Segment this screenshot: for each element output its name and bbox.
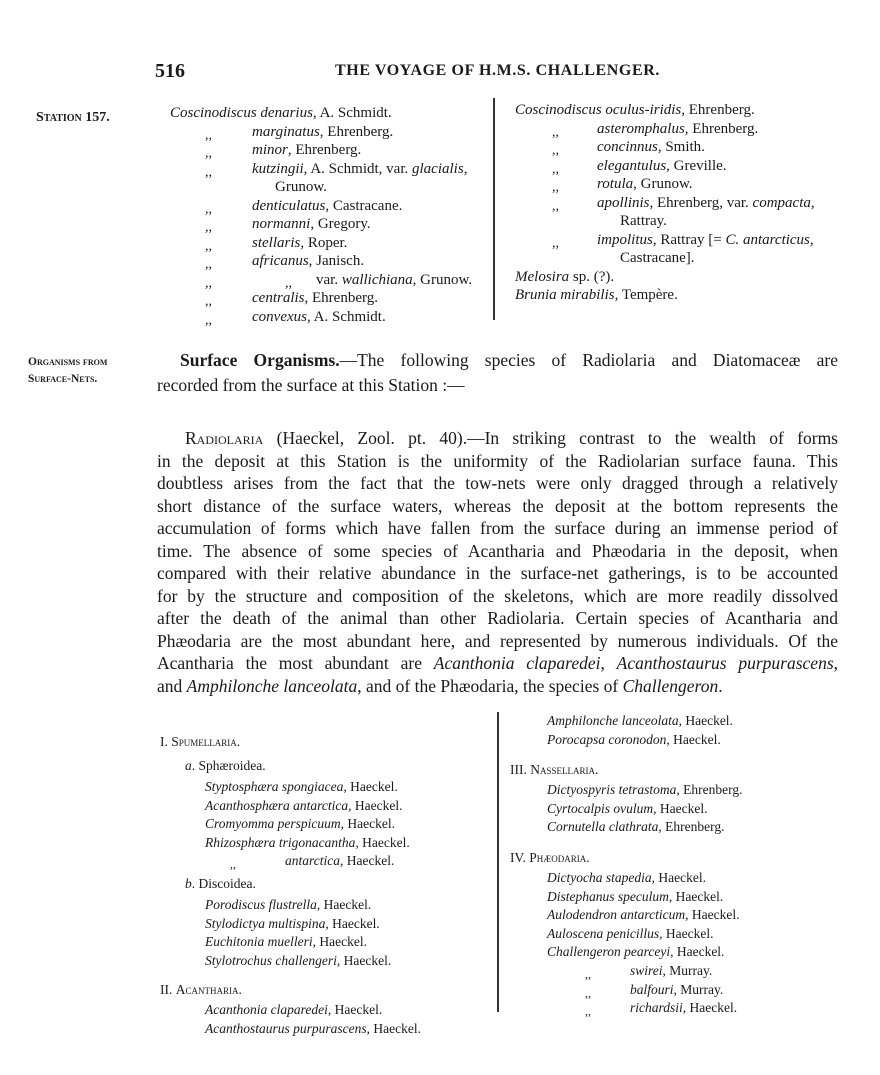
- text-run: , Haeckel.: [659, 925, 714, 941]
- text-run: I.: [160, 734, 172, 749]
- text-run: , Haeckel.: [685, 907, 740, 923]
- ditto-mark: ,,: [585, 966, 591, 981]
- radiolaria-list-left: [160, 733, 421, 1039]
- italic-text: denticulatus: [252, 197, 326, 214]
- entry-text: [252, 309, 386, 325]
- text-run: ,: [463, 160, 468, 177]
- text-run: Radiolaria: [185, 428, 264, 448]
- entry-text: [252, 216, 371, 232]
- text-run: short distance of the surface waters, whereas the deposit at the bottom represents the: [157, 495, 838, 516]
- text-run: , Haeckel.: [653, 800, 708, 816]
- text-run: ,: [809, 231, 814, 248]
- entry-text: [252, 161, 467, 177]
- radiolaria-list-right: [510, 712, 742, 1018]
- entry-text: [185, 758, 266, 773]
- entry-text: [547, 944, 724, 959]
- italic-text: a: [185, 758, 192, 773]
- text-run: var.: [316, 271, 342, 288]
- entry-text: [547, 782, 742, 797]
- text-run: ,: [600, 653, 617, 673]
- text-run: doubtless arises from the fact that the tow-nets were only dragged through a relatively: [157, 473, 838, 493]
- entry-text: [547, 732, 721, 747]
- italic-text: normanni: [252, 216, 311, 232]
- ditto-mark: ,,: [552, 161, 559, 177]
- ditto-mark: ,,: [205, 146, 212, 161]
- text-run: , Ehrenberg.: [676, 782, 743, 798]
- ditto-mark: ,,: [552, 124, 559, 140]
- species-entry: [170, 215, 472, 234]
- ditto-mark: ,,: [205, 201, 212, 217]
- text-run: , Haeckel.: [312, 934, 367, 950]
- paragraph-line: [157, 348, 838, 373]
- italic-text: Porocapsa coronodon: [547, 731, 667, 747]
- entry-text: [205, 916, 380, 931]
- paragraph-line: [157, 675, 838, 698]
- entry-text: [547, 870, 706, 885]
- ditto-mark: ,,: [205, 220, 212, 235]
- species-entry: [170, 141, 472, 160]
- surface-organisms-paragraph: [157, 348, 838, 398]
- species-entry: [160, 852, 421, 871]
- text-run: , Haeckel.: [340, 816, 395, 832]
- text-run: , Tempère.: [614, 287, 678, 303]
- entry-text: [275, 179, 327, 195]
- entry-text: [630, 1000, 737, 1015]
- text-run: , Ehrenberg.: [304, 290, 378, 306]
- entry-text: [252, 290, 378, 306]
- italic-text: Distephanus speculum: [547, 888, 669, 904]
- species-entry: [160, 915, 421, 934]
- italic-text: Brunia mirabilis: [515, 287, 615, 303]
- entry-text: [547, 926, 713, 941]
- paragraph-line: [157, 630, 838, 653]
- diatom-list-left: [170, 104, 472, 326]
- italic-text: minor: [252, 142, 288, 158]
- text-run: Surface Organisms.: [180, 350, 340, 370]
- text-run: , Haeckel.: [348, 797, 403, 813]
- text-run: ,: [833, 653, 839, 673]
- paragraph-line: [157, 472, 838, 495]
- organisms-margin-note: [28, 354, 107, 388]
- text-run: Castracane].: [620, 250, 695, 266]
- paragraph-line: [157, 607, 838, 630]
- ditto-mark: ,,: [205, 164, 212, 180]
- text-run: III.: [510, 762, 531, 778]
- italic-text: Aulodendron antarcticum: [547, 907, 686, 923]
- text-run: —The following species of Radiolaria and Diatomaceæ are: [339, 350, 838, 370]
- entry-text: [620, 213, 667, 229]
- text-run: , Haeckel.: [668, 888, 724, 904]
- species-entry: [510, 943, 742, 962]
- species-entry: [160, 778, 421, 797]
- species-entry: [515, 175, 815, 194]
- text-run: , A. Schmidt, var.: [303, 160, 413, 177]
- italic-text: Acanthonia claparedei: [205, 1002, 328, 1018]
- section-heading: [160, 733, 421, 753]
- italic-text: Coscinodiscus oculus-iridis: [515, 102, 682, 118]
- text-run: recorded from the surface at this Station :—: [157, 375, 465, 395]
- entry-text: [205, 835, 410, 850]
- species-entry: [160, 834, 421, 853]
- italic-text: elegantulus: [597, 157, 667, 174]
- paragraph-line: [157, 585, 838, 608]
- entry-text: [205, 779, 398, 794]
- ditto-mark: ,,: [230, 857, 236, 872]
- italic-text: C. antarcticus: [725, 231, 810, 248]
- running-title: THE VOYAGE OF H.M.S. CHALLENGER.: [335, 62, 661, 79]
- text-run: , Ehrenberg.: [681, 102, 755, 118]
- text-run: IV.: [510, 849, 530, 865]
- paragraph-line: [157, 562, 838, 585]
- italic-text: Euchitonia muelleri: [205, 934, 313, 950]
- italic-text: Rhizosphæra trigonacantha: [205, 834, 356, 850]
- entry-text: [285, 853, 394, 868]
- entry-text: [205, 897, 371, 912]
- italic-text: Dictyospyris tetrastoma: [547, 782, 677, 798]
- text-run: . Sphæroidea.: [191, 758, 266, 773]
- entry-text: [205, 1021, 421, 1036]
- italic-text: apollinis: [597, 194, 650, 211]
- italic-text: richardsii: [630, 1000, 683, 1016]
- italic-text: Dictyocha stapedia: [547, 869, 652, 885]
- italic-text: Coscinodiscus denarius: [170, 105, 313, 121]
- text-run: , Ehrenberg.: [319, 123, 394, 140]
- entry-text: [510, 762, 598, 777]
- ditto-mark: ,,: [205, 294, 212, 309]
- italic-text: convexus: [252, 308, 307, 325]
- text-run: , Haeckel.: [340, 853, 395, 869]
- species-entry: [170, 271, 472, 290]
- species-entry: [170, 234, 472, 253]
- column-divider: [493, 98, 495, 320]
- species-entry: [510, 906, 742, 925]
- species-entry: [515, 268, 815, 287]
- entry-text: [547, 819, 724, 834]
- entry-text: [316, 272, 472, 288]
- text-run: Rattray.: [620, 213, 667, 229]
- italic-text: Amphilonche lanceolata: [547, 713, 679, 728]
- entry-text: [252, 124, 393, 140]
- entry-text: [170, 105, 392, 121]
- section-heading: [510, 761, 742, 781]
- species-entry: [160, 815, 421, 834]
- entry-text: [205, 934, 367, 949]
- entry-text: [205, 798, 402, 813]
- text-run: , Gregory.: [310, 216, 371, 232]
- text-run: , Grunow.: [633, 176, 693, 192]
- section-heading: [510, 849, 742, 869]
- species-entry: [510, 981, 742, 1000]
- entry-text: [510, 850, 590, 865]
- subsection-heading: [160, 757, 421, 778]
- entry-text: [205, 953, 391, 968]
- entry-text: [547, 801, 707, 816]
- entry-text: [630, 982, 723, 997]
- text-run: , Ehrenberg.: [287, 142, 362, 158]
- text-run: Grunow.: [275, 179, 327, 195]
- italic-text: stellaris: [252, 234, 301, 251]
- text-run: .: [718, 675, 723, 696]
- italic-text: glacialis: [412, 160, 464, 177]
- species-entry: [160, 952, 421, 971]
- text-run: , A. Schmidt.: [312, 105, 392, 121]
- italic-text: Stylotrochus challengeri: [205, 952, 337, 968]
- ditto-mark: ,,: [205, 312, 212, 328]
- species-entry: [160, 1020, 421, 1039]
- entry-text: [597, 176, 693, 192]
- entry-text: [515, 102, 755, 118]
- radiolaria-paragraph: [157, 427, 838, 697]
- species-entry: [170, 160, 472, 179]
- text-run: after the death of the animal than other Radiolaria. Certain species of Acantharia and: [157, 608, 838, 628]
- italic-text: wallichiana: [341, 271, 413, 288]
- ditto-mark: ,,: [552, 235, 559, 251]
- text-run: , Haeckel.: [327, 1002, 383, 1018]
- ditto-mark: ,,: [585, 985, 591, 1000]
- text-run: , Haeckel.: [666, 731, 721, 747]
- text-run: , Smith.: [657, 139, 705, 155]
- paragraph-line: [157, 495, 838, 518]
- species-entry: [510, 800, 742, 819]
- text-run: , Haeckel.: [336, 952, 392, 968]
- entry-text: [597, 195, 815, 211]
- text-run: , Haeckel.: [343, 779, 398, 794]
- text-run: ,: [810, 194, 815, 211]
- text-run: , Castracane.: [325, 197, 403, 214]
- text-run: , Haeckel.: [355, 834, 410, 850]
- italic-text: centralis: [252, 290, 305, 306]
- text-run: accumulation of forms which have fallen from the surface during an immense period of: [157, 518, 838, 538]
- text-run: , Haeckel.: [678, 713, 733, 728]
- subsection-heading: [160, 875, 421, 896]
- entry-text: [630, 963, 712, 978]
- species-entry: [515, 157, 815, 176]
- species-entry: [515, 120, 815, 139]
- ditto-mark: ,,: [585, 1004, 591, 1019]
- ditto-mark: ,,: [205, 238, 212, 254]
- italic-text: Porodiscus flustrella: [205, 896, 317, 912]
- species-entry: [170, 178, 472, 197]
- species-entry: [510, 869, 742, 888]
- italic-text: Amphilonche lanceolata: [186, 675, 358, 696]
- paragraph-line: [157, 517, 838, 540]
- species-entry: [510, 731, 742, 750]
- ditto-mark: ,,: [205, 257, 212, 272]
- text-run: , Haeckel.: [366, 1020, 421, 1036]
- text-run: sp. (?).: [569, 268, 615, 285]
- ditto-mark: ,,: [552, 180, 559, 195]
- text-run: , Roper.: [300, 234, 348, 251]
- page-number: 516: [155, 60, 185, 82]
- italic-text: compacta: [752, 194, 811, 211]
- species-entry: [170, 197, 472, 216]
- species-entry: [515, 194, 815, 213]
- italic-text: Melosira: [515, 268, 570, 285]
- entry-text: [160, 734, 240, 749]
- ditto-mark: ,,: [552, 198, 559, 214]
- species-entry: [170, 123, 472, 142]
- text-run: , Murray.: [662, 962, 713, 978]
- text-run: compared with their relative abundance in the surface-net gatherings, is to be accounted: [157, 563, 838, 583]
- italic-text: Challengeron pearceyi: [547, 944, 671, 960]
- species-entry: [510, 712, 742, 731]
- entry-text: [252, 235, 347, 251]
- italic-text: Cornutella clathrata: [547, 819, 659, 835]
- text-run: , and of the Phæodaria, the species of: [357, 675, 623, 696]
- ditto-mark: ,,: [552, 143, 559, 158]
- entry-text: [597, 158, 727, 174]
- italic-text: balfouri: [630, 981, 674, 997]
- text-run: , Greville.: [666, 157, 727, 174]
- italic-text: Challengeron: [622, 675, 719, 696]
- italic-text: Cyrtocalpis ovulum: [547, 800, 654, 816]
- entry-text: [185, 876, 256, 891]
- text-run: , Haeckel.: [651, 869, 706, 885]
- text-run: for by the structure and composition of the skeletons, which are more readily dissolved: [157, 585, 838, 606]
- italic-text: swirei: [630, 962, 663, 978]
- entry-text: [597, 139, 705, 155]
- paragraph-line: [157, 652, 838, 675]
- margin-note-line: Organisms from: [28, 356, 108, 368]
- italic-text: Acanthostaurus purpurascens: [205, 1020, 367, 1036]
- italic-text: Acanthosphæra antarctica: [205, 797, 349, 813]
- italic-text: marginatus: [252, 123, 320, 140]
- station-label: Station 157.: [36, 110, 110, 125]
- species-entry: [170, 308, 472, 327]
- species-entry: [510, 781, 742, 800]
- italic-text: Cromyomma perspicuum: [205, 816, 341, 832]
- text-run: and: [157, 675, 187, 696]
- italic-text: asteromphalus: [597, 120, 685, 137]
- species-entry: [515, 101, 815, 120]
- ditto-mark: ,,: [205, 127, 212, 143]
- paragraph-line: [157, 450, 838, 473]
- italic-text: kutzingii: [252, 160, 304, 177]
- species-entry: [170, 104, 472, 123]
- text-run: II.: [160, 982, 176, 998]
- text-run: , Haeckel.: [670, 944, 725, 960]
- species-entry: [510, 925, 742, 944]
- text-run: Acantharia the most abundant are: [157, 653, 434, 673]
- species-entry: [170, 289, 472, 308]
- species-entry: [160, 896, 421, 915]
- italic-text: rotula: [597, 176, 634, 192]
- margin-note-line: Surface-Nets.: [28, 373, 98, 385]
- entry-text: [205, 816, 395, 831]
- entry-text: [515, 287, 678, 303]
- text-run: , Haeckel.: [325, 915, 380, 931]
- text-run: , Janisch.: [308, 253, 365, 269]
- species-entry: [510, 818, 742, 837]
- text-run: . Discoidea.: [191, 875, 256, 891]
- species-entry: [160, 1001, 421, 1020]
- column-divider: [497, 712, 499, 1012]
- italic-text: Auloscena penicillus: [547, 925, 660, 941]
- text-run: , Murray.: [673, 981, 724, 997]
- entry-text: [515, 269, 614, 285]
- text-run: Nassellaria.: [530, 762, 599, 778]
- text-run: , A. Schmidt.: [306, 308, 386, 325]
- italic-text: impolitus: [597, 231, 653, 248]
- text-run: Phæodaria.: [529, 849, 590, 865]
- text-run: Spumellaria.: [171, 734, 241, 749]
- species-entry: [510, 962, 742, 981]
- text-run: , Ehrenberg.: [684, 120, 759, 137]
- italic-text: Acanthostaurus purpurascens: [616, 653, 834, 673]
- ditto-mark: ,,: [285, 275, 292, 291]
- italic-text: antarctica: [285, 853, 340, 869]
- entry-text: [252, 198, 402, 214]
- species-entry: [510, 888, 742, 907]
- species-entry: [515, 249, 815, 268]
- italic-text: africanus: [252, 253, 309, 269]
- italic-text: Acanthonia claparedei: [433, 653, 601, 673]
- paragraph-line: [157, 540, 838, 563]
- entry-text: [547, 889, 723, 904]
- entry-text: [597, 232, 814, 248]
- entry-text: [205, 1002, 382, 1017]
- text-run: , Haeckel.: [316, 896, 372, 912]
- species-entry: [515, 212, 815, 231]
- entry-text: [620, 250, 695, 266]
- text-run: Phæodaria are the most abundant here, and represented by numerous individuals. Of the: [157, 630, 838, 651]
- entry-text: [547, 907, 739, 922]
- text-run: in the deposit at this Station is the uniformity of the Radiolarian surface fauna. This: [157, 450, 838, 471]
- ditto-mark: ,,: [205, 275, 212, 291]
- species-entry: [160, 933, 421, 952]
- entry-text: [252, 253, 364, 269]
- entry-text: [252, 142, 361, 158]
- paragraph-line: [157, 373, 838, 398]
- section-heading: [160, 981, 421, 1001]
- text-run: (Haeckel, Zool. pt. 40).—In striking contrast to the wealth of forms: [263, 428, 838, 448]
- species-entry: [170, 252, 472, 271]
- text-run: , Rattray [=: [652, 231, 726, 248]
- paragraph-line: [157, 427, 838, 450]
- italic-text: concinnus: [597, 139, 658, 155]
- text-run: , Ehrenberg.: [658, 819, 725, 835]
- text-run: , Grunow.: [412, 271, 473, 288]
- species-entry: [160, 797, 421, 816]
- italic-text: Stylodictya multispina: [205, 915, 326, 931]
- species-entry: [515, 286, 815, 305]
- diatom-list-right: [515, 101, 815, 305]
- text-run: time. The absence of some species of Acantharia and Phæodaria in the deposit, when: [157, 540, 838, 561]
- entry-text: [160, 982, 242, 997]
- text-run: , Haeckel.: [682, 1000, 738, 1016]
- entry-text: [547, 713, 733, 728]
- text-run: , Ehrenberg, var.: [649, 194, 753, 211]
- italic-text: b: [185, 875, 192, 891]
- species-entry: [515, 138, 815, 157]
- entry-text: [597, 121, 758, 137]
- species-entry: [515, 231, 815, 250]
- italic-text: Styptosphæra spongiacea: [205, 779, 344, 794]
- text-run: Acantharia.: [175, 982, 242, 998]
- species-entry: [510, 999, 742, 1018]
